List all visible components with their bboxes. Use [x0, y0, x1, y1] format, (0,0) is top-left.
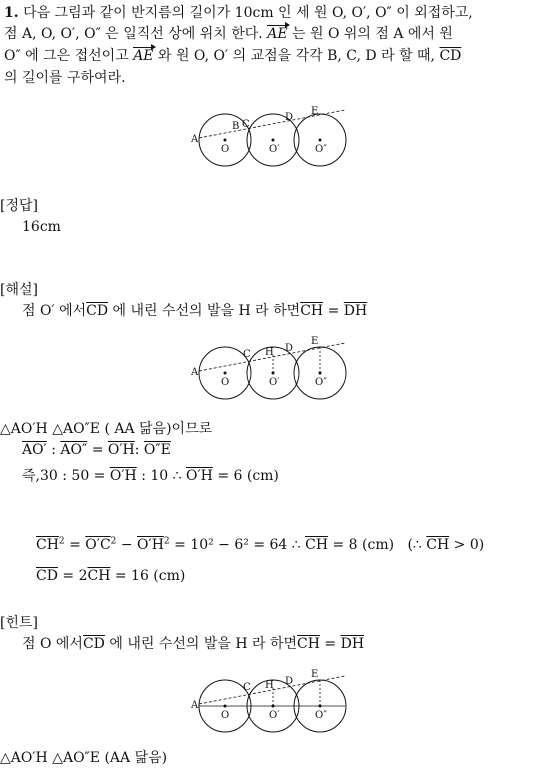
numeric-text-rest: : 10 ∴ — [141, 468, 182, 484]
solution-text-1b: 에 내린 수선의 발을 H 라 하면 — [112, 303, 301, 319]
numeric-text: 즉,30 : 50 = — [22, 468, 106, 484]
figure-3 — [185, 666, 350, 736]
hint-text-1b: 에 내린 수선의 발을 H 라 하면 — [109, 636, 298, 652]
figure-2 — [185, 333, 350, 403]
fig2-label-e: E — [311, 336, 319, 347]
problem-text-1: 다음 그림과 같이 반지름의 길이가 10cm 인 세 원 O, O′, O″ 이 외접하고, — [23, 5, 473, 21]
pyth-eq: = — [69, 537, 81, 553]
ratio-colon-1: : — [46, 442, 56, 458]
fig3-label-d: D — [285, 676, 294, 687]
solution-cd — [36, 566, 185, 586]
fig3-label-a: A — [191, 700, 199, 711]
solution-header: [해설] — [0, 282, 38, 298]
hint-seg-cd: $\overline{CD}$ — [82, 636, 105, 652]
fig1-label-d: D — [285, 112, 294, 123]
ratio-ao2: AO″ — [60, 442, 88, 458]
segment-cd: $\overline{CD}$ — [439, 48, 462, 64]
vector-ae: AE — [267, 26, 288, 42]
vector-ae-2: AE — [133, 48, 154, 64]
pyth-seg-o1h: O′H — [137, 537, 164, 553]
problem-line-3 — [4, 46, 461, 66]
answer-header: [정답] — [0, 198, 38, 214]
answer-value: 16cm — [22, 219, 61, 235]
pyth-val: = 8 (cm) — [332, 537, 395, 553]
fig1-label-c: C — [242, 119, 250, 130]
numeric-text-end: = 6 (cm) — [217, 468, 279, 484]
fig2-label-a: A — [191, 367, 199, 378]
ratio-eq: = — [91, 442, 104, 458]
cd-val: = 16 (cm) — [114, 568, 186, 584]
numeric-seg-o1h: O′H — [109, 468, 137, 484]
sq-3: 2 — [163, 536, 170, 547]
pyth-paren-open: (∴ — [407, 537, 422, 553]
pyth-seg-o1c: O′C — [85, 537, 111, 553]
fig2-label-o1: O′ — [269, 377, 280, 388]
hint-header: [힌트] — [0, 615, 38, 631]
fig1-label-o2: O″ — [315, 144, 327, 155]
problem-text-4: 의 길이를 구하여라. — [4, 70, 126, 86]
problem-text-3b: 와 원 O, O′ 의 교점을 각각 B, C, D 라 할 때, — [157, 48, 435, 64]
fig1-label-o: O — [221, 144, 230, 155]
fig2-label-d: D — [285, 343, 294, 354]
ratio-o2e: O″E — [143, 442, 171, 458]
fig1-label-a: A — [191, 134, 199, 145]
cd-seg-ch: $\overline{CH}$ — [87, 568, 111, 584]
figure-1 — [185, 100, 350, 170]
fig2-label-h: H — [265, 347, 274, 358]
ratio-ao1: AO′ — [22, 442, 47, 458]
fig3-label-o: O — [221, 710, 230, 721]
solution-line-1 — [22, 301, 367, 321]
fig2-label-o2: O″ — [315, 377, 327, 388]
ratio-colon-2: : — [134, 442, 140, 458]
solution-seg-dh: $\overline{DH}$ — [343, 303, 368, 319]
cd-eq: = 2 — [62, 568, 88, 584]
fig3-label-e: E — [311, 669, 319, 680]
hint-seg-dh: $\overline{DH}$ — [340, 636, 365, 652]
numeric-seg-o1h-2: O′H — [185, 468, 213, 484]
fig3-label-c: C — [243, 682, 251, 693]
problem-line-1 — [4, 3, 473, 23]
pyth-seg-ch-2: $\overline{CH}$ — [305, 537, 329, 553]
solution-numeric — [22, 466, 279, 486]
pyth-paren-close: > 0) — [453, 537, 485, 553]
solution-text-1a: 점 O′ 에서 — [22, 303, 87, 319]
ratio-o1h: O′H — [107, 442, 135, 458]
solution-ratio — [22, 440, 171, 460]
cd-seg: $\overline{CD}$ — [36, 568, 58, 584]
hint-line-1 — [22, 634, 364, 654]
problem-text-3a: O″ 에 그은 접선이고 — [4, 48, 129, 64]
pyth-rest: = 10² − 6² = 64 ∴ — [174, 537, 301, 553]
solution-sim: △AO′H △AO″E ( AA 닮음)이므로 — [0, 421, 213, 437]
fig1-label-o1: O′ — [269, 144, 280, 155]
fig3-label-o1: O′ — [269, 710, 280, 721]
problem-text-2b: 는 원 O 위의 점 A 에서 원 — [292, 26, 453, 42]
fig1-label-b: B — [232, 121, 240, 132]
problem-line-2 — [4, 24, 453, 44]
pyth-seg-ch-3: $\overline{CH}$ — [426, 537, 450, 553]
hint-seg-ch: $\overline{CH}$ — [297, 636, 320, 652]
solution-pythagoras — [36, 535, 484, 555]
fig3-label-h: H — [265, 680, 274, 691]
hint-eq: = — [324, 636, 337, 652]
hint-text-1a: 점 O 에서 — [22, 636, 83, 652]
problem-text-2a: 점 A, O, O′, O″ 은 일직선 상에 위치 한다. — [4, 26, 263, 42]
fig2-label-o: O — [221, 377, 230, 388]
solution-eq: = — [327, 303, 340, 319]
problem-line-4 — [4, 68, 126, 88]
fig2-label-c: C — [243, 349, 251, 360]
hint-sim: △AO′H △AO″E (AA 닮음) — [0, 750, 168, 766]
problem-number: 1. — [4, 5, 19, 21]
pyth-minus: − — [120, 537, 133, 553]
sq-1: 2 — [58, 536, 65, 547]
solution-seg-cd: $\overline{CD}$ — [86, 303, 109, 319]
pyth-seg-ch: $\overline{CH}$ — [36, 537, 59, 553]
sq-2: 2 — [110, 536, 117, 547]
solution-seg-ch: $\overline{CH}$ — [300, 303, 324, 319]
fig3-label-o2: O″ — [315, 710, 327, 721]
fig1-label-e: E — [311, 106, 319, 117]
